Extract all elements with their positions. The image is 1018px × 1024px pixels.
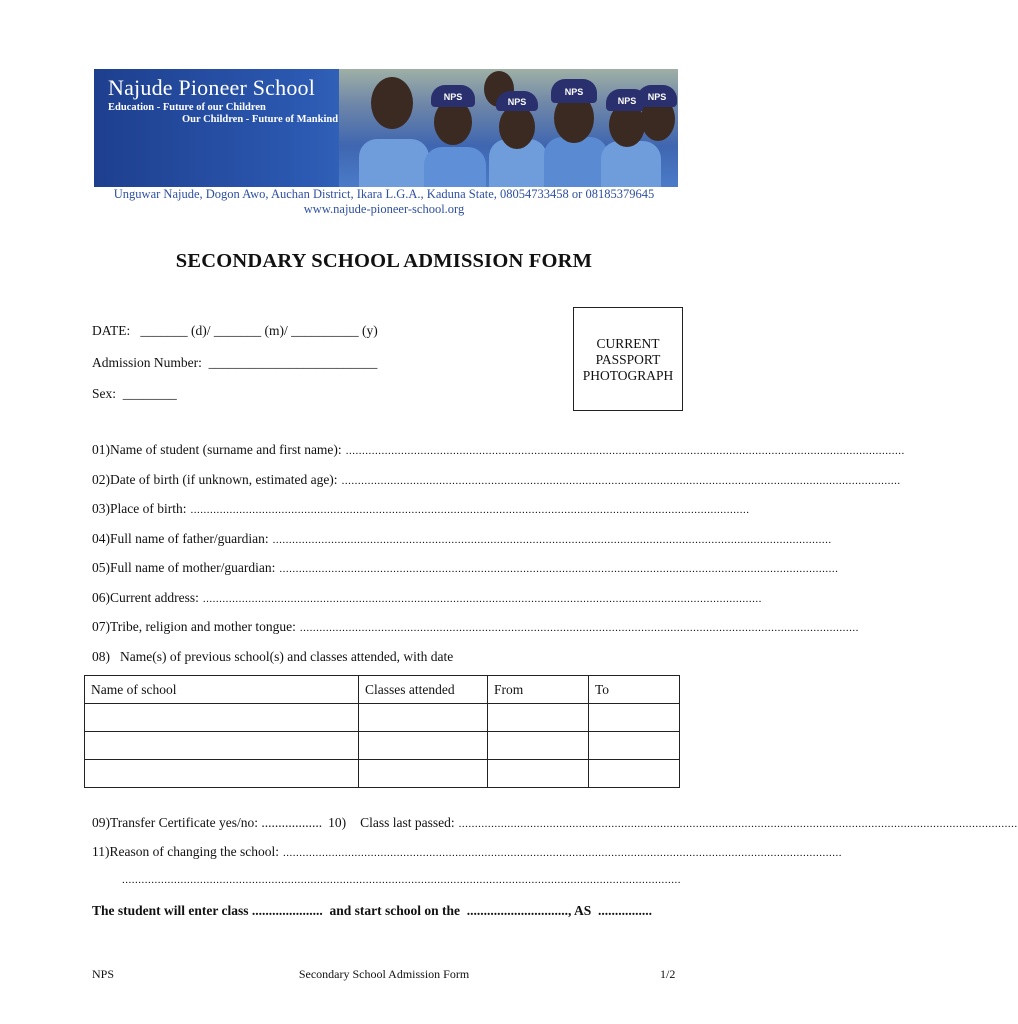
question-03[interactable] [92, 501, 750, 519]
answer-line[interactable]: ............................................................................................................................................................................ [341, 475, 901, 487]
question-number: 04) [92, 531, 110, 546]
table-row [85, 732, 680, 760]
column-header: To [589, 676, 680, 704]
answer-line[interactable]: ............................................................................................................................................................................ [282, 847, 842, 859]
page-number: 1/2 [660, 967, 676, 981]
question-number: 07) [92, 619, 110, 634]
question-label: Name(s) of previous school(s) and classes attended, with date [120, 649, 454, 664]
motto-line-1: Education - Future of our Children [108, 102, 266, 113]
answer-line[interactable]: ............................................................................................................................................................................ [279, 563, 839, 575]
website-link[interactable]: www.najude-pioneer-school.org [303, 202, 465, 216]
answer-line[interactable]: ............................................................................................................................................................................ [190, 504, 750, 516]
question-01[interactable] [92, 442, 905, 460]
table-cell[interactable] [488, 732, 589, 760]
table-cell[interactable] [359, 732, 488, 760]
question-label: Reason of changing the school: [109, 844, 279, 859]
question-11-continuation[interactable] [122, 874, 681, 892]
question-11[interactable] [92, 844, 842, 862]
question-label: Place of birth: [110, 501, 187, 516]
question-label: Tribe, religion and mother tongue: [110, 619, 296, 634]
table-row [85, 760, 680, 788]
table-header-row [85, 676, 680, 704]
question-label: Current address: [110, 590, 199, 605]
form-title: SECONDARY SCHOOL ADMISSION FORM [175, 250, 593, 272]
date-field[interactable]: DATE: _______ (d)/ _______ (m)/ __________ (y) [92, 323, 378, 338]
table-cell[interactable] [359, 704, 488, 732]
footer-title: Secondary School Admission Form [298, 967, 470, 981]
table-row [85, 704, 680, 732]
question-label: Class last passed: [360, 815, 455, 830]
cap-label: NPS [606, 89, 648, 111]
table-cell[interactable] [589, 732, 680, 760]
question-number: 03) [92, 501, 110, 516]
table-cell[interactable] [488, 760, 589, 788]
table-cell[interactable] [359, 760, 488, 788]
address-line: Unguwar Najude, Dogon Awo, Auchan District, Ikara L.G.A., Kaduna State, 08054733458 or 08185379645 [113, 187, 655, 201]
question-number: 08) [92, 649, 110, 664]
question-number: 05) [92, 560, 110, 575]
students-photo [339, 69, 678, 187]
table-cell[interactable] [85, 760, 359, 788]
cap-label: NPS [637, 85, 677, 107]
answer-line[interactable]: ............................................................................................................................................................................ [458, 818, 1018, 830]
photo-box-line: PASSPORT [595, 352, 661, 367]
motto-line-2: Our Children - Future of Mankind [182, 114, 339, 125]
table-cell[interactable] [85, 732, 359, 760]
header-banner [94, 69, 678, 187]
question-label: Full name of mother/guardian: [110, 560, 276, 575]
question-label: Date of birth (if unknown, estimated age): [110, 472, 338, 487]
column-header: Classes attended [359, 676, 488, 704]
question-06[interactable] [92, 590, 762, 608]
photo-box-line: PHOTOGRAPH [582, 368, 674, 383]
question-number: 11) [92, 844, 110, 859]
table-cell[interactable] [85, 704, 359, 732]
answer-line[interactable]: ............................................................................................................................................................................ [345, 445, 905, 457]
answer-line[interactable]: ............................................................................................................................................................................ [202, 593, 762, 605]
photo-box-line: CURRENT [596, 336, 660, 351]
answer-line[interactable]: ............................................................................................................................................................................ [272, 534, 832, 546]
question-05[interactable] [92, 560, 839, 578]
school-name: Najude Pioneer School [108, 75, 316, 100]
question-07[interactable] [92, 619, 859, 637]
previous-schools-table [84, 675, 680, 788]
answer-line[interactable]: ............................................................................................................................................................................ [299, 622, 859, 634]
question-number: 06) [92, 590, 110, 605]
footer-left: NPS [92, 967, 115, 981]
answer-line[interactable]: ............................................................................................................................................................................ [122, 874, 681, 886]
table-cell[interactable] [589, 704, 680, 732]
cap-label: NPS [496, 91, 538, 111]
question-number: 10) [328, 815, 347, 830]
question-09-10[interactable] [92, 815, 1018, 833]
question-label: Full name of father/guardian: [110, 531, 269, 546]
table-cell[interactable] [488, 704, 589, 732]
question-04[interactable] [92, 531, 832, 549]
cap-label: NPS [551, 79, 597, 103]
question-08 [92, 649, 677, 667]
column-header: Name of school [85, 676, 359, 704]
column-header: From [488, 676, 589, 704]
question-number: 09) [92, 815, 110, 830]
table-cell[interactable] [589, 760, 680, 788]
admission-number-field[interactable]: Admission Number: _________________________ [92, 355, 378, 370]
question-02[interactable] [92, 472, 901, 490]
question-number: 02) [92, 472, 110, 487]
sex-field[interactable]: Sex: ________ [92, 386, 177, 401]
question-label: Name of student (surname and first name): [110, 442, 342, 457]
school-address [0, 187, 768, 217]
cap-label: NPS [431, 85, 475, 107]
question-number: 01) [92, 442, 110, 457]
question-label[interactable]: Transfer Certificate yes/no: .................. [110, 815, 323, 830]
enrollment-statement[interactable]: The student will enter class ..................... and start school on the .............................., AS ................ [92, 903, 653, 918]
passport-photo-box [573, 307, 683, 411]
